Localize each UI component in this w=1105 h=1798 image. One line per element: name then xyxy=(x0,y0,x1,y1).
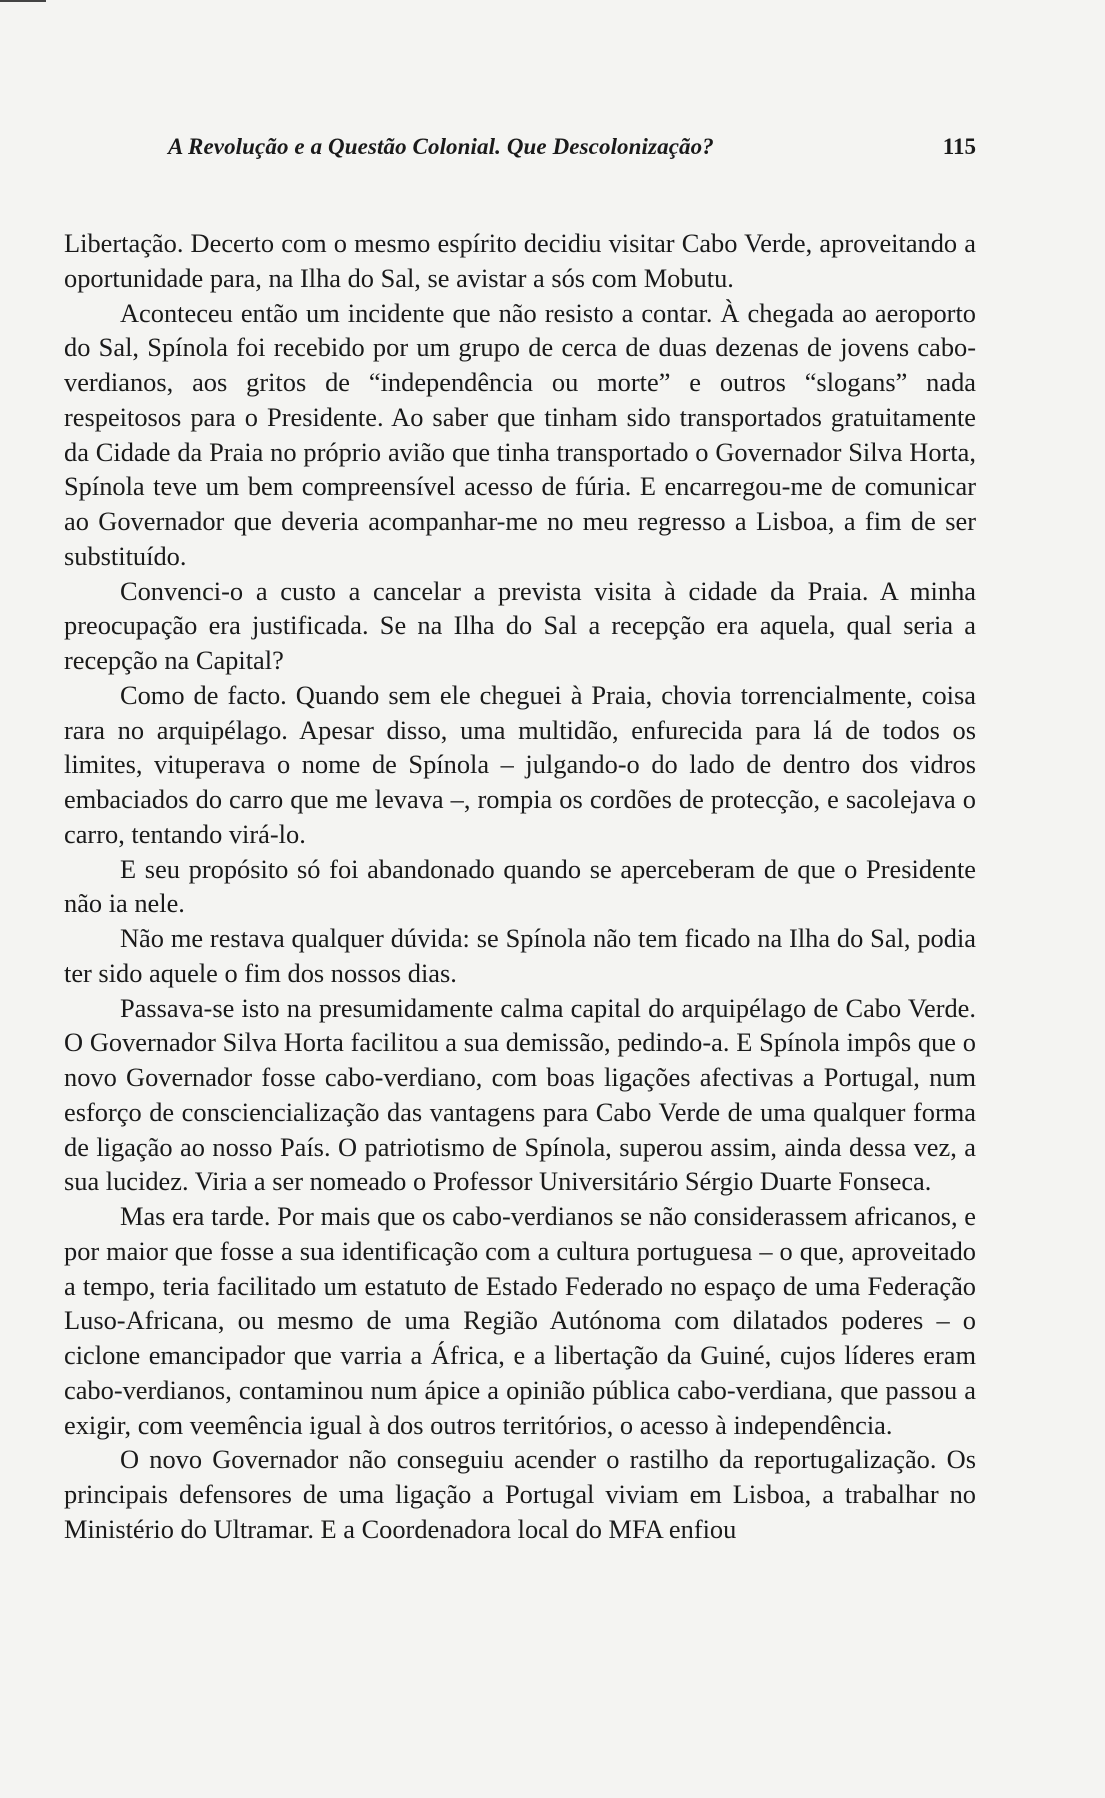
running-title: A Revolução e a Questão Colonial. Que Descolonização? xyxy=(168,134,714,159)
paragraph: Aconteceu então um incidente que não resisto a contar. À chegada ao aeroporto do Sal, Spínola foi recebido por um grupo de cerca de duas dezenas de jovens cabo-verdianos, aos gritos de “independência ou morte” e outros “slogans” nada respeitosos para o Presidente. Ao saber que tinham sido transportados gratuitamente da Cidade da Praia no próprio avião que tinha transportado o Governador Silva Horta, Spínola teve um bem compreensível acesso de fúria. E encarregou-me de comunicar ao Governador que deveria acompanhar-me no meu regresso a Lisboa, a fim de ser substituído. xyxy=(64,297,976,571)
page-edge-mark xyxy=(0,0,46,2)
running-header xyxy=(168,134,976,170)
paragraph: Como de facto. Quando sem ele cheguei à Praia, chovia torrencialmente, coisa rara no arquipélago. Apesar disso, uma multidão, enfurecida para lá de todos os limites, vituperava o nome de Spínola – julgando-o do lado de dentro dos vidros embaciados do carro que me levava –, rompia os cordões de protecção, e sacolejava o carro, tentando virá-lo. xyxy=(64,679,976,849)
paragraph: Convenci-o a custo a cancelar a prevista visita à cidade da Praia. A minha preocupação era justificada. Se na Ilha do Sal a recepção era aquela, qual seria a recepção na Capital? xyxy=(64,575,976,675)
paragraph: Libertação. Decerto com o mesmo espírito decidiu visitar Cabo Verde, aproveitando a oportunidade para, na Ilha do Sal, se avistar a sós com Mobutu. xyxy=(64,228,976,293)
paragraph: Mas era tarde. Por mais que os cabo-verdianos se não considerassem africanos, e por maior que fosse a sua identificação com a cultura portuguesa – o que, aproveitado a tempo, teria facilitado um estatuto de Estado Federado no espaço de uma Federação Luso-Africana, ou mesmo de uma Região Autónoma com dilatados poderes – o ciclone emancipador que varria a África, e a libertação da Guiné, cujos líderes eram cabo-verdianos, contaminou num ápice a opinião pública cabo-verdiana, que passou a exigir, com veemência igual à dos outros territórios, o acesso à independência. xyxy=(64,1201,976,1440)
paragraph: Passava-se isto na presumidamente calma capital do arquipélago de Cabo Verde. O Governador Silva Horta facilitou a sua demissão, pedindo-a. E Spínola impôs que o novo Governador fosse cabo-verdiano, com boas ligações afectivas a Portugal, num esforço de consciencialização das vantagens para Cabo Verde de uma qualquer forma de ligação ao nosso País. O patriotismo de Spínola, superou assim, ainda dessa vez, a sua lucidez. Viria a ser nomeado o Professor Universitário Sérgio Duarte Fonseca. xyxy=(64,992,976,1197)
paragraph: E seu propósito só foi abandonado quando se aperceberam de que o Presidente não ia nele. xyxy=(64,853,976,919)
page-number: 115 xyxy=(942,134,976,159)
paragraph: O novo Governador não conseguiu acender o rastilho da reportugalização. Os principais defensores de uma ligação a Portugal viviam em Lisboa, a trabalhar no Ministério do Ultramar. E a Coordenadora local do MFA enfiou xyxy=(64,1444,976,1544)
paragraph: Não me restava qualquer dúvida: se Spínola não tem ficado na Ilha do Sal, podia ter sido aquele o fim dos nossos dias. xyxy=(64,923,976,988)
body-text xyxy=(64,226,976,1547)
